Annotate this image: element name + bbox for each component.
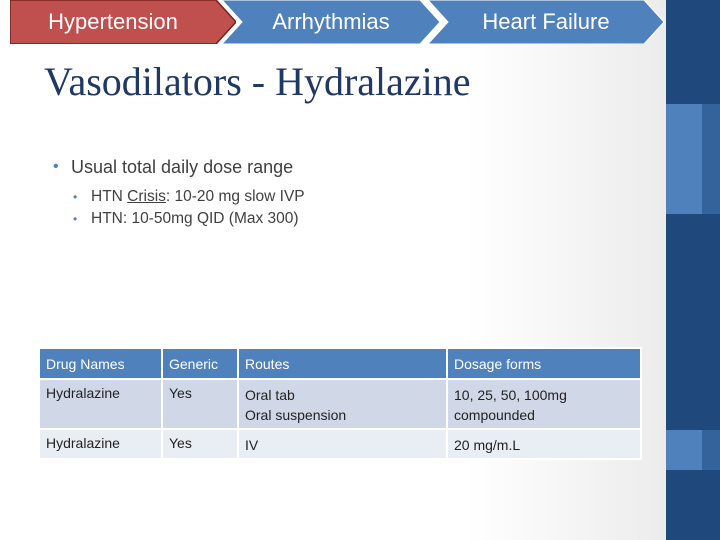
slide-title: Vasodilators - Hydralazine [44, 59, 471, 104]
sub-bullet-text: HTN: 10-50mg QID (Max 300) [91, 210, 299, 227]
cell-line: 10, 25, 50, 100mg [454, 387, 567, 403]
column-header: Dosage forms [447, 348, 641, 379]
bullet-list [53, 154, 653, 230]
sub-bullet-item [73, 208, 653, 230]
column-header: Generic [162, 348, 238, 379]
bullet-dot-icon: • [53, 158, 59, 175]
bullet-dot-icon: • [73, 212, 78, 226]
right-accent-strip [702, 0, 720, 540]
table-cell: Yes [162, 429, 238, 459]
table-cell: Hydralazine [39, 379, 162, 429]
drug-table [38, 347, 642, 460]
table-cell [447, 429, 641, 459]
column-header: Routes [238, 348, 447, 379]
tab-label: Arrhythmias [272, 9, 390, 34]
sub-bullet-text-suffix: : 10-20 mg slow IVP [165, 188, 305, 205]
table-cell [447, 379, 641, 429]
bullet-item [53, 154, 653, 180]
cell-line: Oral tab [245, 387, 295, 403]
tab-heart-failure[interactable] [428, 0, 664, 44]
table-row [39, 429, 641, 459]
tab-label: Hypertension [48, 9, 178, 34]
bullet-text: Usual total daily dose range [71, 157, 294, 177]
column-header: Drug Names [39, 348, 162, 379]
tab-label: Heart Failure [482, 9, 610, 34]
cell-line: Oral suspension [245, 407, 347, 423]
table-cell: Hydralazine [39, 429, 162, 459]
table-cell [238, 429, 447, 459]
tab-arrhythmias[interactable] [222, 0, 440, 44]
table-row [39, 379, 641, 429]
table-cell: Yes [162, 379, 238, 429]
sub-bullet-item [73, 186, 653, 208]
cell-line: 20 mg/m.L [454, 437, 521, 453]
cell-line: compounded [454, 407, 535, 423]
table-header-row [39, 348, 641, 379]
cell-line: IV [245, 437, 259, 453]
table-cell [238, 379, 447, 429]
tab-hypertension[interactable] [10, 0, 236, 44]
sub-bullet-text-prefix: HTN [91, 188, 128, 205]
bullet-dot-icon: • [73, 190, 78, 204]
sub-bullet-underlined-text: Crisis [127, 188, 166, 205]
